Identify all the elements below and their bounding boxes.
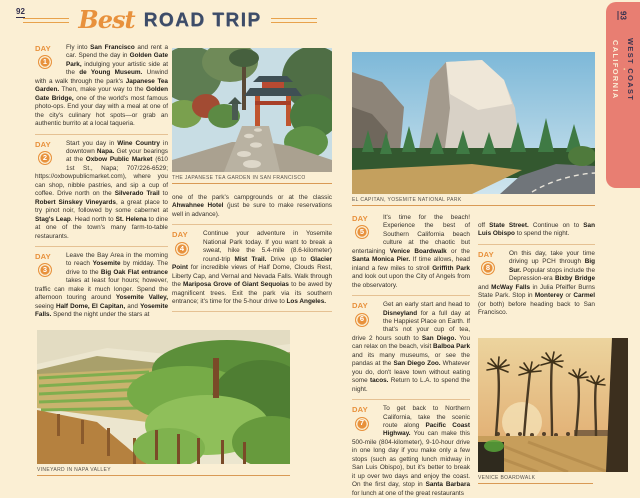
day-3-badge [35,253,62,277]
tab-region-label: WEST COAST [626,37,635,102]
venice-illustration [478,338,628,472]
day-5-badge [352,215,379,239]
page-number-left: 92 [16,7,25,16]
day-7-text: To get back to Northern California, take the scenic route along Pacific Coast Highway. You can make this 500-mile (804-kilometer), 9-10-hour drive in one long day if you make only a few stops (such as getting lunch midway in San Luis Obispo), but it's better to break it up over two days and enjoy the coast. On the first day, stop in Santa Barbara for lunch at one of the great restaurants [352,405,471,497]
day-number-badge: 2 [38,151,52,165]
day-label: DAY [352,214,368,223]
column-3 [352,214,470,498]
page-title: ROAD TRIP [143,9,262,31]
tab-text [611,38,635,101]
day-label: DAY [352,405,368,415]
photo-el-capitan [352,52,595,206]
day-number-badge: 3 [38,263,52,277]
el-capitan-caption: EL CAPITAN, YOSEMITE NATIONAL PARK [352,197,595,206]
day-8-text: On this day, take your time driving up PCH through Big Sur. Popular stops include the Depression-era Bixby Bridge and McWay Falls in Julia Pfeiffer Burns State Park. Stop in Monterey or Carmel (or both) before heading back to San Francisco. [478,249,596,317]
day-label: DAY [35,139,51,149]
day-1-badge [35,45,62,69]
day-label: DAY [172,230,188,240]
tea-garden-illustration [172,48,332,172]
day-number-badge: 6 [355,313,369,327]
el-capitan-illustration [352,52,595,194]
venice-caption: VENICE BOARDWALK [478,475,593,484]
header-rule-right [271,18,317,23]
photo-vineyard [37,330,290,476]
day-6-badge [352,302,379,326]
day-6-block [352,301,470,394]
divider [352,399,470,400]
day-label: DAY [352,301,368,311]
tea-garden-caption: THE JAPANESE TEA GARDEN IN SAN FRANCISCO [172,175,332,184]
day-1-block [35,44,168,129]
day-5-text: It's time for the beach! Experience the best of Southern California beach culture at the chaotic but entertaining Venice Boardwalk or the Santa Monica Pier. If time allows, head inland a few miles to stroll Griffith Park and look out upon the City of Angels from the observatory. [352,214,470,289]
day-5-block [352,214,470,290]
day-4-badge [172,231,199,255]
title-script: Best [78,5,135,34]
divider [478,244,595,245]
photo-japanese-tea-garden [172,48,332,184]
tab-separator-dot: • [620,68,626,71]
divider [352,295,470,296]
column-4 [478,222,595,318]
day-4-block [172,230,332,306]
day-2-badge [35,141,62,165]
day-number-badge: 8 [481,261,495,275]
day-7-badge [352,406,379,430]
day-label: DAY [478,249,494,259]
day-6-text: Get an early start and head to Disneyland for a full day at the Happiest Place on Earth. If that's not your cup of tea, drive 2 hours south to San Diego. You can relax on the beach, visit Balboa Park and its many museums, or see the pandas at the San Diego Zoo. Whatever you do, don't leave town without eating some tacos. Return to L.A. to spend the night. [352,301,471,393]
day-2-text: Start you day in Wine Country in downtown Napa. Get your bearings at the Oxbow Public Market (610 1st St., Napa; 707/226-6529; https://oxbowpublicmarket.com), where you can shop, nibble pastries, and sip a cup of coffee. Drive north on the Silverado Trail to Robert Sinskey Vineyards, a great place to try pinot noir, followed by some cabernet at Stag's Leap. Head north to St. Helena to dine at one of the town's many farm-to-table restaurants. [35,139,168,240]
day-label: DAY [35,251,51,261]
day-8-badge [478,251,505,275]
divider [172,311,332,312]
day-label: DAY [35,44,51,53]
day-3-continuation: one of the park's campgrounds or at the classic Ahwahnee Hotel (just be sure to make reservations well in advance). [172,194,332,218]
photo-venice-boardwalk [478,338,628,484]
day-number-badge: 1 [38,55,52,69]
day-3-text: Leave the Bay Area in the morning to reach Yosemite by midday. The drive to the Big Oak Flat entrance takes at least four hours; however, traffic can make it much longer. Spend the afternoon touring around Yosemite Valley, seeing Half Dome, El Capitan, and Yosemite Falls. Spend the night under the stars at [35,251,169,319]
vineyard-caption: VINEYARD IN NAPA VALLEY [37,467,290,476]
page-header [0,5,340,34]
vineyard-illustration [37,330,290,464]
day-4-text: Continue your adventure in Yosemite National Park today. If you want to break a sweat, hike the 5.4-mile (8.6-kilometer) round-trip Mist Trail. Drive up to Glacier Point for incredible views of Half Dome, Clouds Rest, Liberty Cap, and Vernal and Nevada Falls. Walk through the Mariposa Grove of Giant Sequoias to be awed by magnificent trees. Exit the park via its southern entrance; it's time for the 5-hour drive to Los Angeles. [172,230,332,305]
day-number-badge: 5 [355,225,369,239]
divider [35,246,168,247]
day-7-block [352,405,470,498]
day-2-block [35,140,168,241]
day-3-block [35,252,168,320]
divider [172,224,332,225]
column-1 [35,44,168,320]
divider [35,134,168,135]
day-7-continuation: off State Street. Continue on to San Luis Obispo to spend the night. [478,222,596,238]
header-rule-left [23,18,69,23]
tab-state-label: CALIFORNIA [611,39,620,100]
section-tab [606,2,640,188]
column-2 [172,194,332,317]
page-number-right: 93 [618,11,628,20]
day-1-text: Fly into San Francisco and rent a car. Spend the day in Golden Gate Park, indulging your artistic side at the de Young Museum. Unwind with a walk through the park's Japanese Tea Garden. Then, make your way to the Golden Gate Bridge, one of the world's most famous photo-ops. End your day with a meal at one of the city's culinary hot spots—or grab an authentic burrito at a local taqueria. [35,44,169,128]
day-8-block [478,250,595,318]
day-number-badge: 7 [355,417,369,431]
day-number-badge: 4 [175,242,189,256]
